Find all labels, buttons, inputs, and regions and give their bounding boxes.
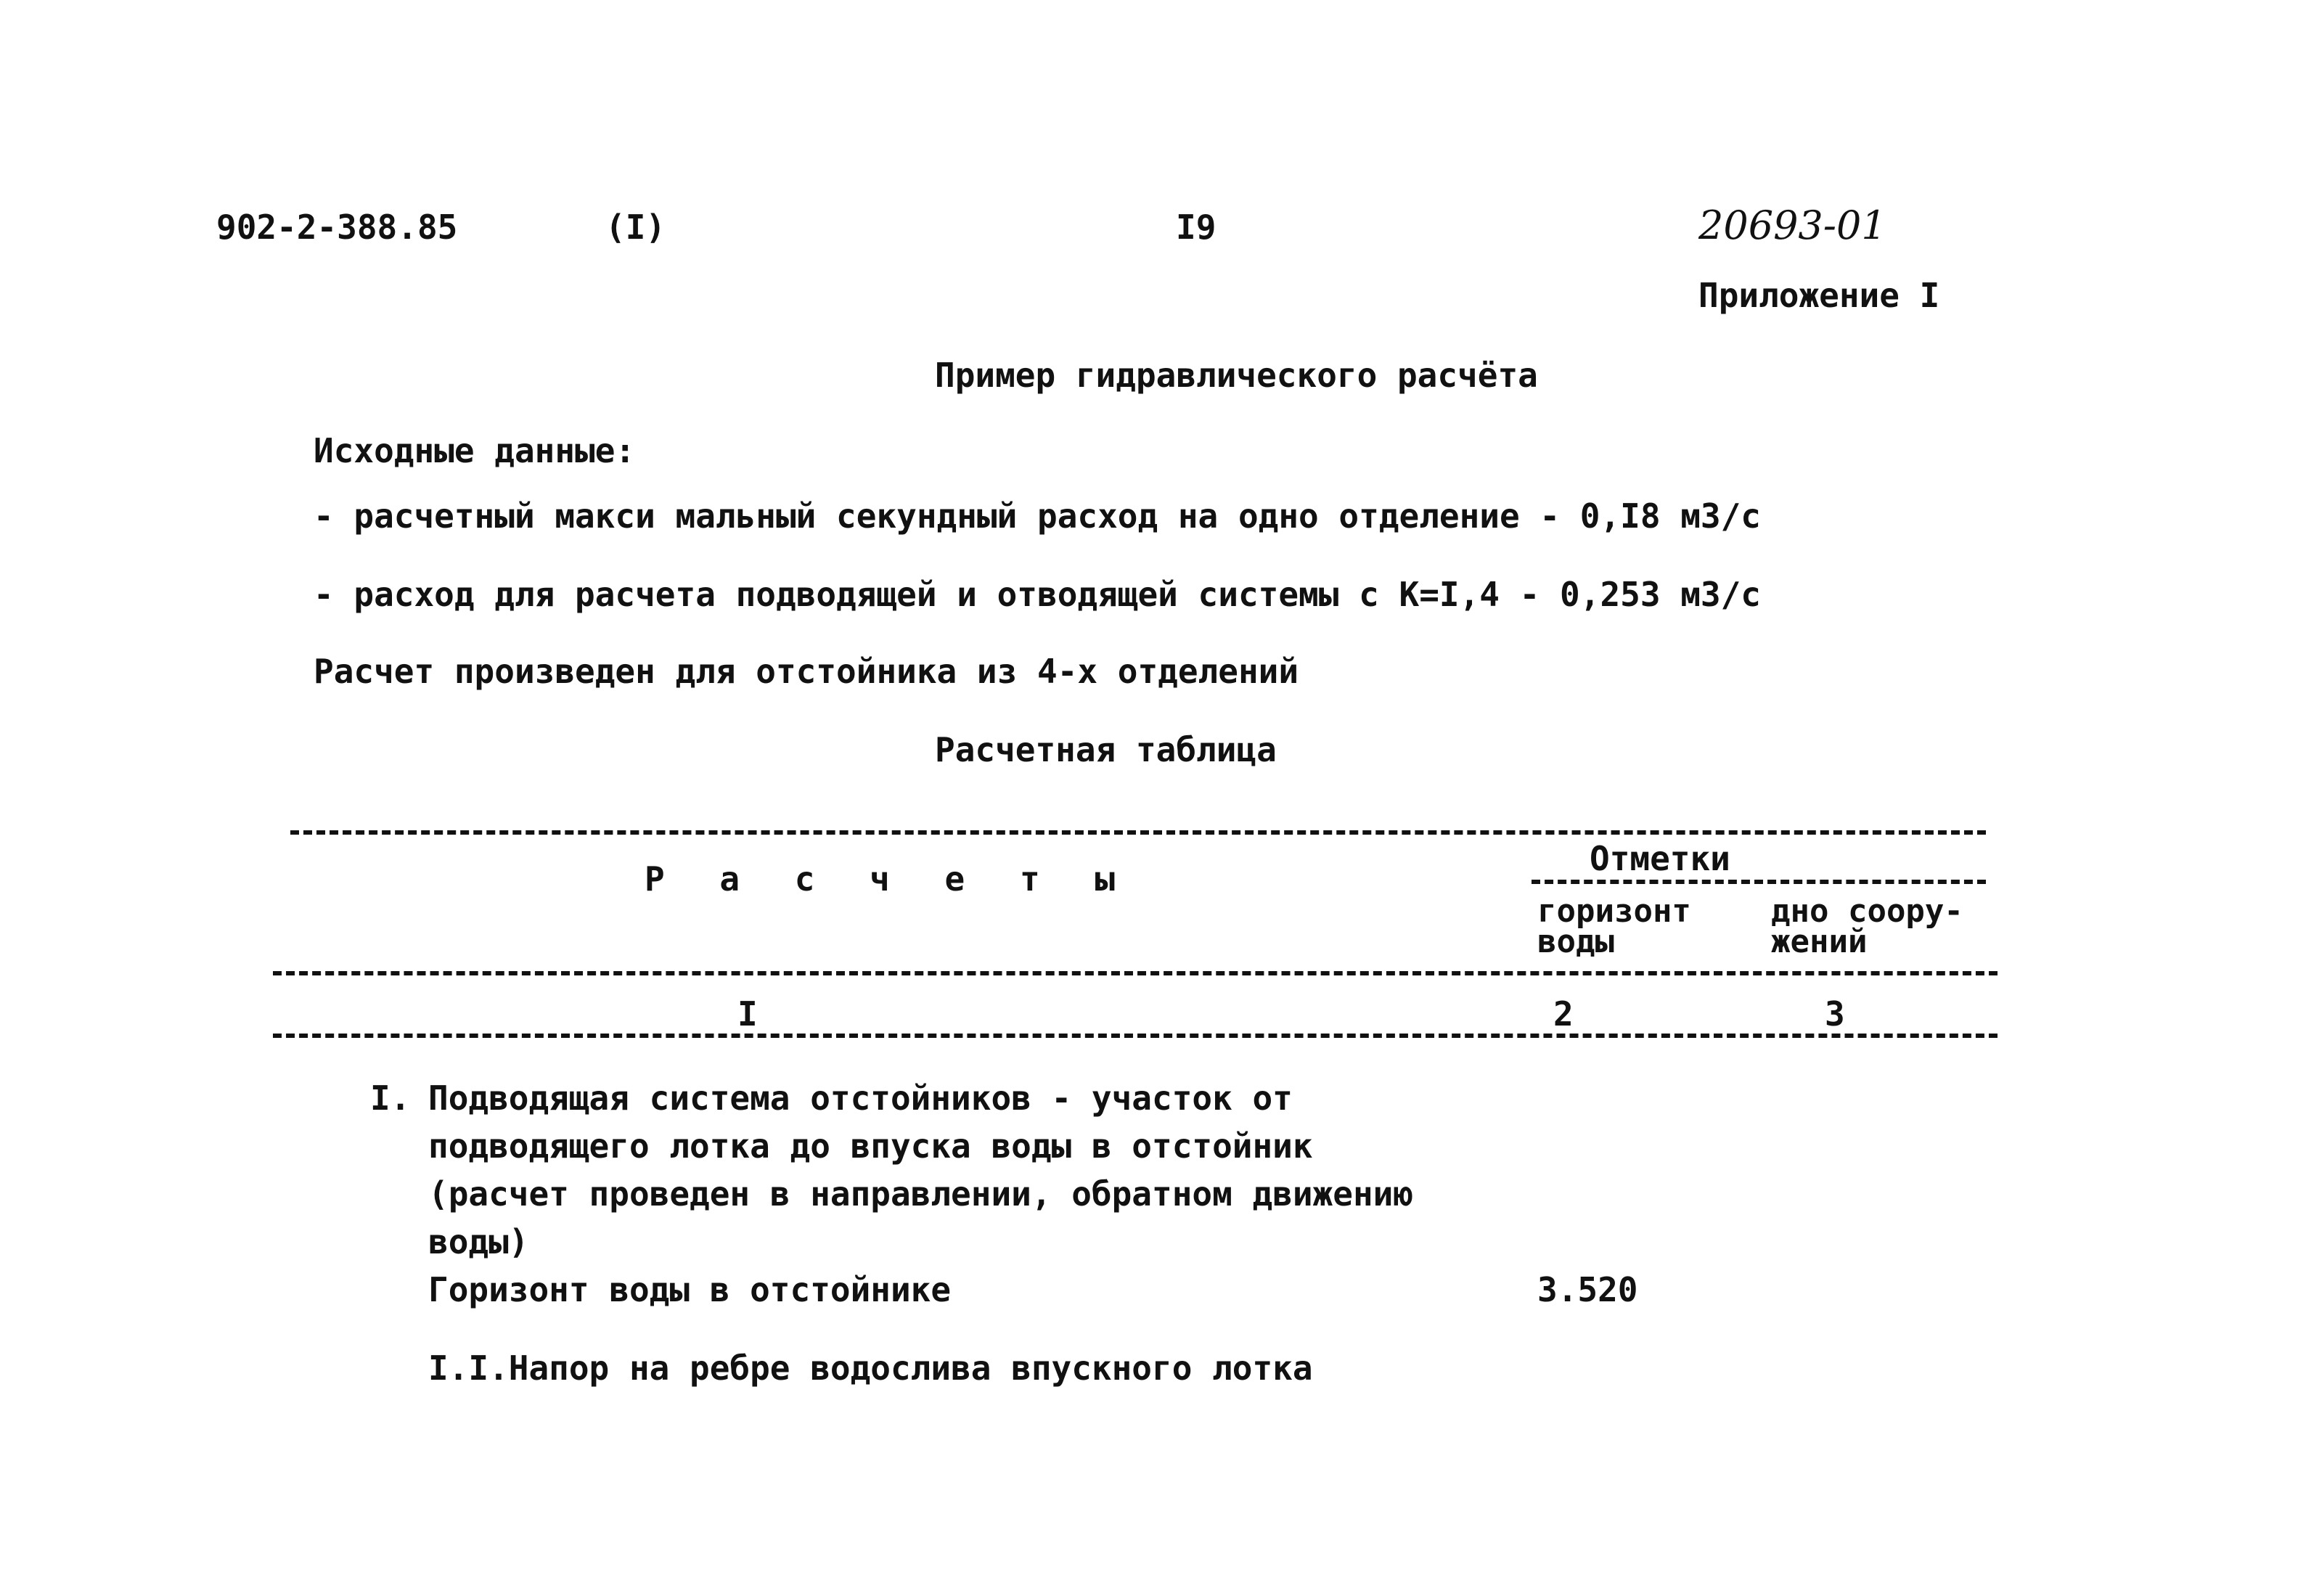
column-header-water-level: воды (1537, 923, 1614, 960)
initial-data-item: - расход для расчета подводящей и отводящей системы с К=I,4 - 0,253 м3/с (314, 575, 1761, 614)
column-header-calculations: Р а с ч е т ы (645, 859, 1133, 899)
row-number: I. (370, 1079, 411, 1118)
volume-number: (I) (605, 208, 666, 247)
row-text-line: воды) (428, 1222, 529, 1261)
row-text-line: подводящего лотка до впуска воды в отстойник (428, 1126, 1313, 1166)
column-header-water-level: горизонт (1537, 893, 1691, 930)
column-header-bottom: жений (1771, 923, 1868, 960)
page-number: I9 (1176, 208, 1217, 247)
column-number: I (737, 994, 758, 1034)
column-number: 3 (1825, 994, 1845, 1034)
column-number: 2 (1553, 994, 1574, 1034)
header-bottom-rule (273, 971, 1998, 975)
column-header-marks: Отметки (1590, 839, 1730, 878)
table-top-rule (290, 830, 1986, 835)
column-header-bottom: дно соору- (1771, 893, 1963, 930)
inventory-number: 20693-01 (1698, 202, 1886, 248)
page-title: Пример гидравлического расчёта (935, 356, 1538, 395)
initial-data-item: - расчетный макси мальный секундный расход на одно отделение - 0,I8 м3/с (314, 496, 1761, 536)
initial-data-heading: Исходные данные: (314, 431, 636, 470)
calculation-note: Расчет произведен для отстойника из 4-х отделений (314, 652, 1299, 691)
document-code: 902-2-388.85 (216, 208, 458, 247)
numbers-bottom-rule (273, 1034, 1998, 1038)
row-text-line: Подводящая система отстойников - участок от (428, 1079, 1293, 1118)
row-label: I.I.Напор на ребре водослива впускного лотка (428, 1349, 1313, 1388)
water-level-value: 3.520 (1537, 1270, 1638, 1309)
table-caption: Расчетная таблица (935, 730, 1277, 769)
row-text-line: (расчет проведен в направлении, обратном движению (428, 1174, 1414, 1214)
row-label: Горизонт воды в отстойнике (428, 1270, 952, 1309)
marks-subheader-rule (1532, 880, 1986, 884)
appendix-label: Приложение I (1698, 276, 1940, 315)
